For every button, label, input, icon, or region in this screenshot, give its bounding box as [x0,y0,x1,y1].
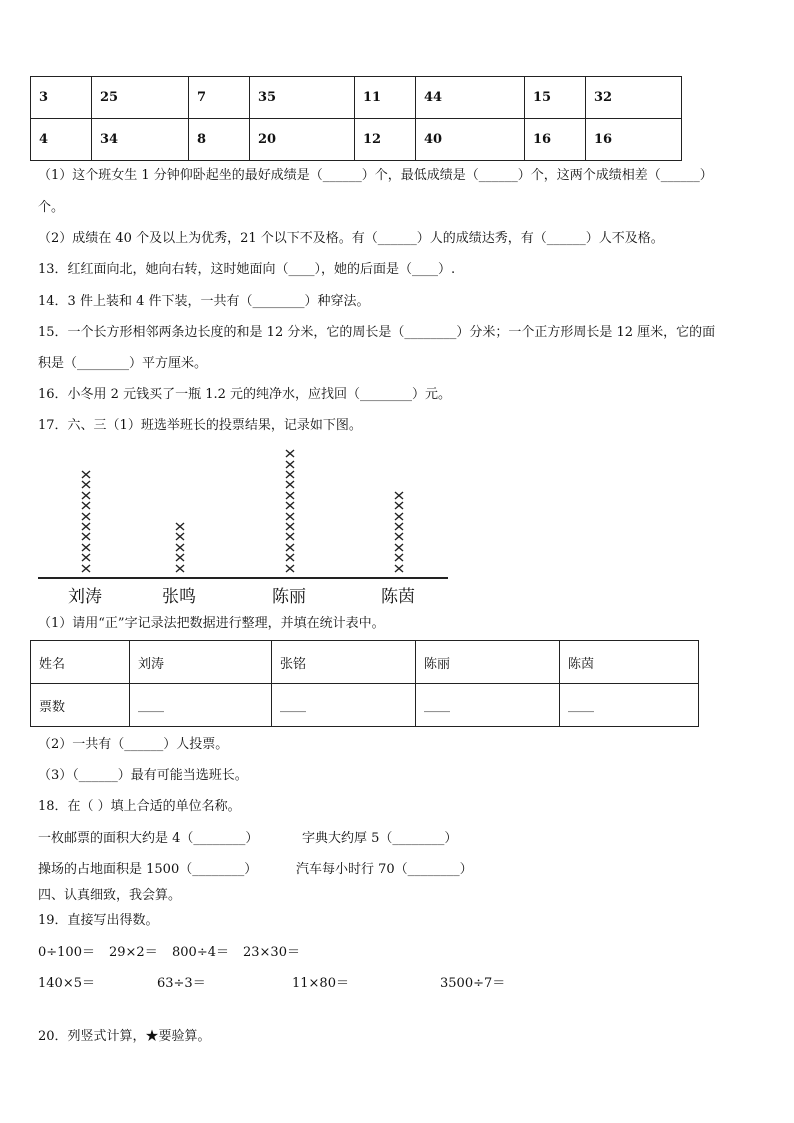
vote-mark [394,553,404,562]
table-cell: 40 [416,119,525,161]
vote-mark [394,512,404,521]
vote-mark [285,491,295,500]
vote-mark [81,491,91,500]
vote-mark [285,553,295,562]
vote-mark [394,543,404,552]
table-cell: 35 [250,77,355,119]
calc-item: 3500÷7＝ [440,976,506,991]
calc-item: 11×80＝ [292,976,349,991]
calc-item: 63÷3＝ [157,976,206,991]
calc-item: 29×2＝ [109,945,158,960]
table-row [31,684,699,727]
question-18-text: 18．在（ ）填上合适的单位名称。 [38,799,241,814]
table-cell: 4 [31,119,92,161]
table-cell: 44 [416,77,525,119]
vote-mark [81,480,91,489]
question-15-text: 15．一个长方形相邻两条边长度的和是 12 分米，它的周长是（________）分米；一个正方形周长是 12 厘米，它的面 [38,325,716,340]
vote-mark [81,501,91,510]
vote-mark [285,460,295,469]
chart-category-label: 刘涛 [68,587,102,607]
chart-category-label: 陈茵 [381,587,415,607]
table-cell: 8 [189,119,250,161]
vote-mark [394,522,404,531]
table-cell: 16 [525,119,586,161]
table-header-cell: 陈丽 [416,641,560,684]
chart-baseline [38,577,448,579]
table-cell: 票数 [31,684,130,727]
vote-mark [81,553,91,562]
calc-item: 23×30＝ [243,945,300,960]
question-16-text: 16．小冬用 2 元钱买了一瓶 1.2 元的纯净水，应找回（________）元。 [38,387,452,402]
table-row [31,641,699,684]
question-14-text: 14．3 件上装和 4 件下装，一共有（________）种穿法。 [38,294,370,309]
vote-mark [81,532,91,541]
vote-mark [285,501,295,510]
vote-count-blank[interactable]: ____ [272,684,416,727]
table-row [31,77,682,119]
vote-mark [175,543,185,552]
vote-mark [285,512,295,521]
question-19-text: 19．直接写出得数。 [38,913,159,928]
vote-mark [285,564,295,573]
chart-category-label: 张鸣 [162,587,196,607]
question-20-text: 20．列竖式计算，★要验算。 [38,1029,211,1044]
vote-stat-table [30,640,699,727]
vote-mark [175,532,185,541]
table-cell: 16 [586,119,682,161]
vote-mark [285,470,295,479]
vote-count-blank[interactable]: ____ [416,684,560,727]
vote-mark [394,491,404,500]
question-18-b: 字典大约厚 5（________） [302,831,458,846]
question-18-a: 一枚邮票的面积大约是 4（________） [38,831,259,846]
table-cell: 7 [189,77,250,119]
question-15-text-cont: 积是（________）平方厘米。 [38,356,208,371]
vote-mark [285,543,295,552]
calc-item: 800÷4＝ [172,945,229,960]
table-header-cell: 张铭 [272,641,416,684]
chart-category-label: 陈丽 [272,587,306,607]
table-cell: 20 [250,119,355,161]
table-cell: 32 [586,77,682,119]
vote-mark [175,522,185,531]
table-cell: 34 [92,119,189,161]
vote-mark [285,480,295,489]
vote-mark [394,501,404,510]
score-table [30,76,682,161]
question-17-1-text: （1）请用“正”字记录法把数据进行整理，并填在统计表中。 [38,616,385,631]
vote-mark [81,543,91,552]
table-header-cell: 刘涛 [130,641,272,684]
vote-mark [394,532,404,541]
question-18-d: 汽车每小时行 70（________） [296,862,473,877]
question-18-c: 操场的占地面积是 1500（________） [38,862,258,877]
section-4-heading: 四、认真细致，我会算。 [38,888,182,903]
vote-mark [81,470,91,479]
question-17-text: 17．六、三（1）班选举班长的投票结果，记录如下图。 [38,418,362,433]
table-cell: 11 [355,77,416,119]
question-17-3-text: （3）（______）最有可能当选班长。 [38,768,248,783]
question-12-1-text-cont: 个。 [38,200,65,215]
table-header-cell: 陈茵 [560,641,699,684]
vote-chart [38,440,450,610]
vote-mark [285,449,295,458]
question-12-2-text: （2）成绩在 40 个及以上为优秀，21 个以下不及格。有（______）人的成绩达秀，有（______）人不及格。 [38,231,664,246]
question-12-1-text: （1）这个班女生 1 分钟仰卧起坐的最好成绩是（______）个，最低成绩是（______）个，这两个成绩相差（______） [38,168,713,183]
table-cell: 3 [31,77,92,119]
vote-mark [394,564,404,573]
vote-mark [285,532,295,541]
vote-mark [175,553,185,562]
vote-count-blank[interactable]: ____ [560,684,699,727]
table-cell: 15 [525,77,586,119]
question-13-text: 13．红红面向北，她向右转，这时她面向（____），她的后面是（____）. [38,262,456,277]
vote-mark [285,522,295,531]
vote-count-blank[interactable]: ____ [130,684,272,727]
table-row [31,119,682,161]
question-17-2-text: （2）一共有（______）人投票。 [38,737,229,752]
vote-mark [81,564,91,573]
table-cell: 12 [355,119,416,161]
vote-mark [81,512,91,521]
table-header-cell: 姓名 [31,641,130,684]
table-cell: 25 [92,77,189,119]
vote-mark [81,522,91,531]
calc-item: 140×5＝ [38,976,95,991]
vote-mark [175,564,185,573]
calc-item: 0÷100＝ [38,945,95,960]
